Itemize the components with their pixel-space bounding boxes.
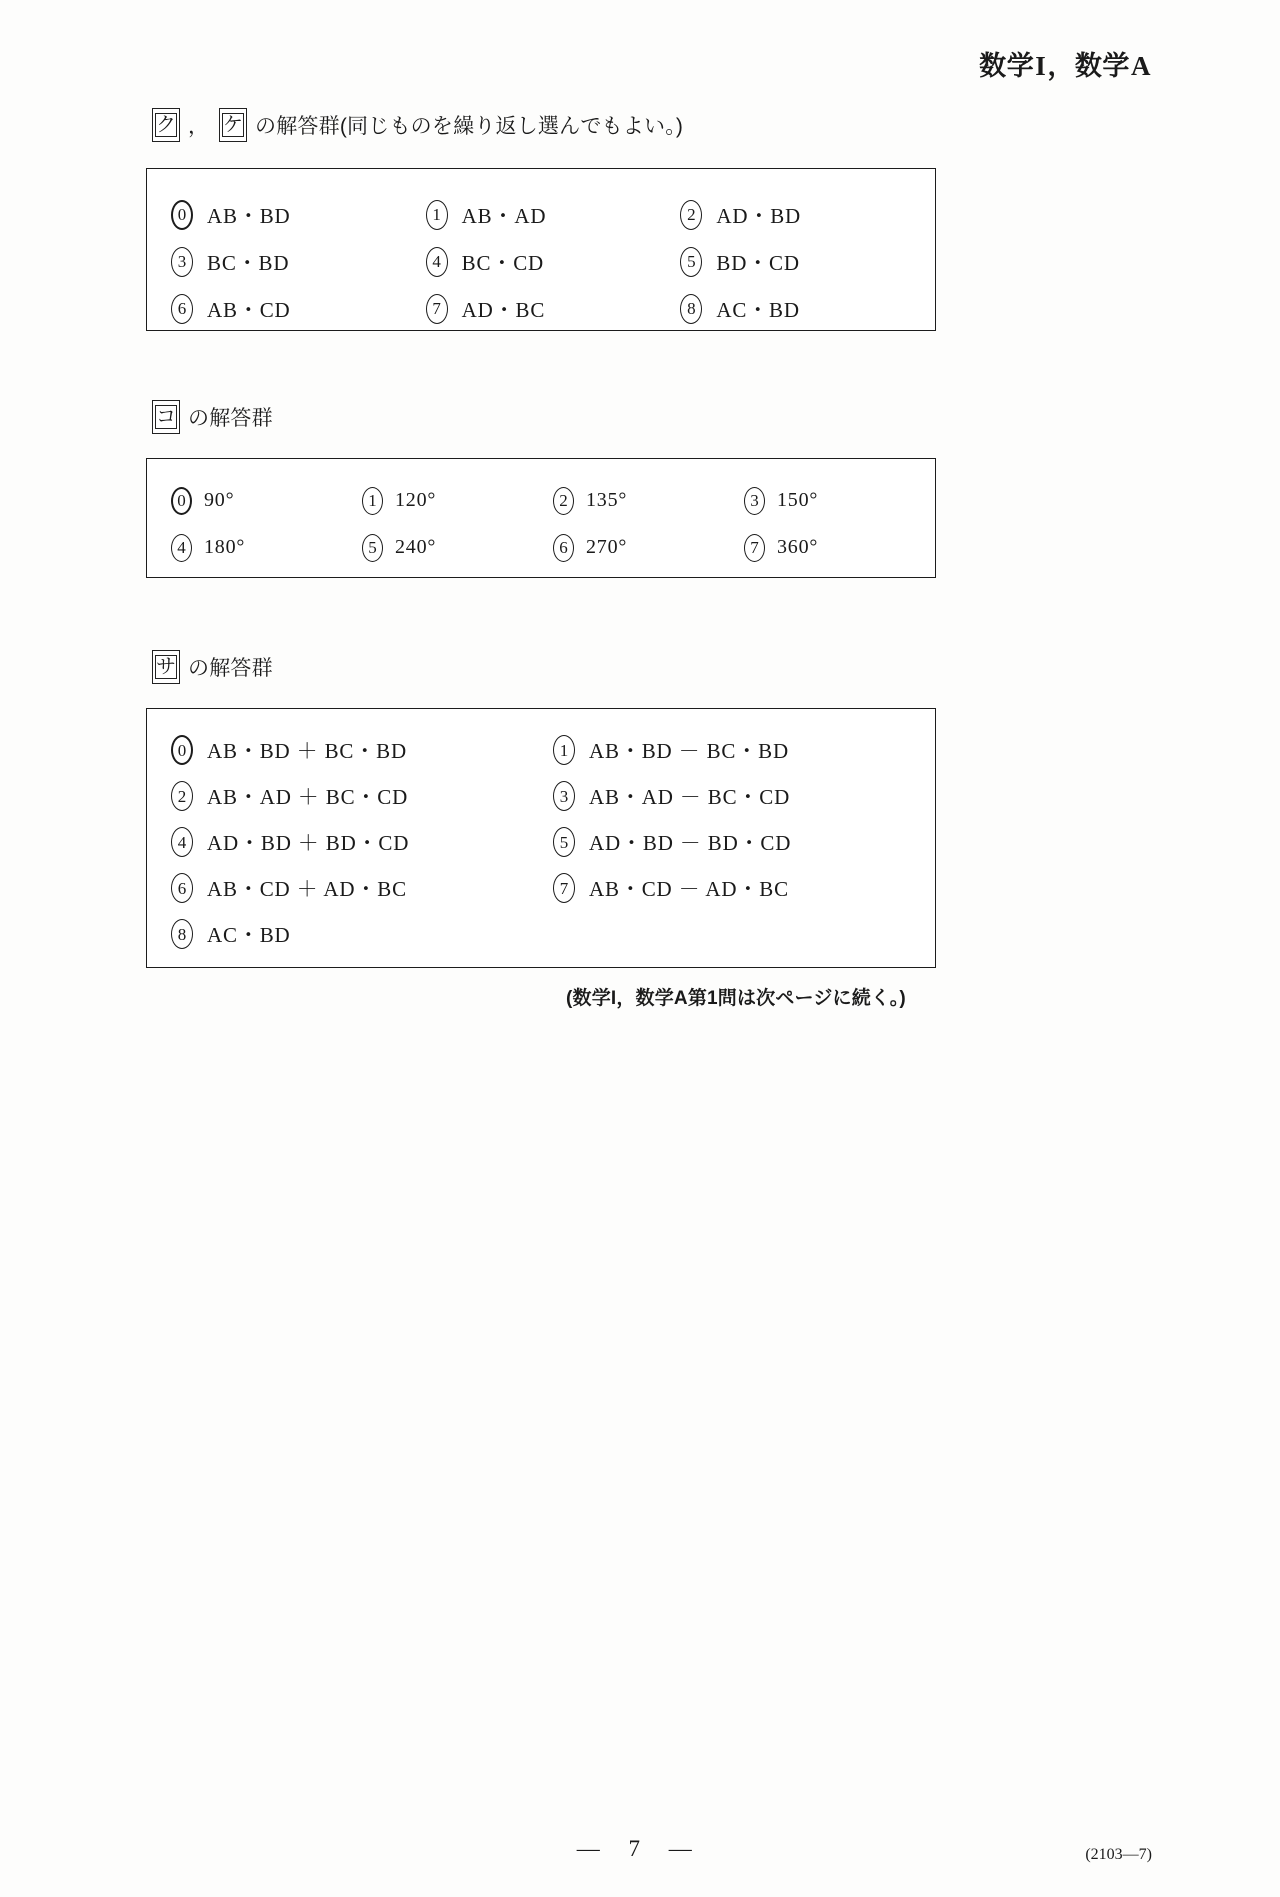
answer-option-4[interactable]: [171, 827, 553, 857]
answer-row: [147, 911, 935, 957]
option-text-5: 240°: [395, 536, 437, 558]
option-text-6: AB・CD: [207, 297, 291, 322]
answer-option-3[interactable]: [171, 247, 426, 277]
answer-option-1[interactable]: [362, 487, 553, 515]
option-marker-2: 2: [171, 781, 193, 811]
option-text-6: 270°: [586, 536, 628, 558]
option-marker-3: 3: [744, 487, 765, 515]
answer-option-4[interactable]: [426, 247, 681, 277]
header-roman-numeral: I: [1035, 51, 1047, 81]
answer-slot-ke-text: ケ: [223, 114, 243, 136]
group-label-ko: [152, 400, 273, 434]
answer-row: [147, 477, 935, 524]
option-text-0: AB・BD ＋ BC・BD: [207, 739, 407, 763]
answer-row: [147, 285, 935, 332]
answer-option-7[interactable]: [744, 534, 935, 562]
group-label-ku-ke: [152, 108, 683, 142]
option-text-4: BC・CD: [461, 250, 545, 275]
option-marker-5: 5: [553, 827, 575, 857]
option-marker-6: 6: [171, 873, 193, 903]
answer-option-6[interactable]: [171, 294, 426, 324]
option-marker-4: 4: [171, 827, 193, 857]
page-number: — 7 —: [576, 1836, 704, 1861]
option-text-2: AB・AD ＋ BC・CD: [207, 785, 409, 809]
option-marker-2: 2: [680, 200, 702, 230]
answer-option-3[interactable]: [744, 487, 935, 515]
label-comma: ，: [188, 115, 209, 138]
option-text-5: BD・CD: [716, 250, 800, 275]
answer-row: [147, 819, 935, 865]
option-marker-1: 1: [426, 200, 448, 230]
answer-option-1[interactable]: [426, 200, 681, 230]
answer-option-4[interactable]: [171, 534, 362, 562]
answer-option-5[interactable]: [680, 247, 935, 277]
answer-choice-box-sa: [146, 708, 936, 968]
answer-option-2[interactable]: [680, 200, 935, 230]
option-marker-5: 5: [680, 247, 702, 277]
answer-row: [147, 524, 935, 571]
answer-option-6[interactable]: [171, 873, 553, 903]
answer-option-8[interactable]: [680, 294, 935, 324]
page-header: [979, 44, 1152, 83]
option-marker-7: 7: [553, 873, 575, 903]
option-marker-8: 8: [680, 294, 702, 324]
continuation-note: (数学I，数学A第1問は次ページに続く。): [566, 988, 906, 1009]
option-marker-3: 3: [171, 247, 193, 277]
answer-option-2[interactable]: [553, 487, 744, 515]
option-marker-3: 3: [553, 781, 575, 811]
option-text-2: AD・BD: [716, 203, 802, 228]
option-marker-4: 4: [171, 534, 192, 562]
option-marker-0: 0: [171, 200, 193, 230]
option-text-2: 135°: [586, 489, 628, 511]
answer-slot-sa: [152, 650, 180, 684]
group-caption-sa: の解答群: [188, 657, 273, 680]
answer-option-2[interactable]: [171, 781, 553, 811]
option-text-8: AC・BD: [207, 923, 291, 947]
answer-option-6[interactable]: [553, 534, 744, 562]
document-code: (2103—7): [1085, 1846, 1152, 1863]
option-marker-8: 8: [171, 919, 193, 949]
option-marker-2: 2: [553, 487, 574, 515]
answer-option-0[interactable]: [171, 735, 553, 765]
answer-row: [147, 865, 935, 911]
group-caption-ko: の解答群: [188, 407, 273, 430]
option-text-3: 150°: [777, 489, 819, 511]
option-text-1: AB・BD － BC・BD: [589, 739, 789, 763]
option-text-5: AD・BD － BD・CD: [589, 831, 792, 855]
header-letter-a: A: [1130, 51, 1151, 81]
answer-slot-ko: [152, 400, 180, 434]
option-text-4: 180°: [204, 536, 246, 558]
answer-option-8[interactable]: [171, 919, 591, 949]
option-marker-1: 1: [362, 487, 383, 515]
option-marker-0: 0: [171, 735, 193, 765]
option-marker-6: 6: [171, 294, 193, 324]
option-text-4: AD・BD ＋ BD・CD: [207, 831, 410, 855]
answer-slot-ku: [152, 108, 180, 142]
option-marker-7: 7: [426, 294, 448, 324]
option-text-0: AB・BD: [207, 203, 291, 228]
option-text-1: AB・AD: [461, 203, 547, 228]
answer-row: [147, 727, 935, 773]
option-text-6: AB・CD ＋ AD・BC: [207, 877, 407, 901]
option-text-1: 120°: [395, 489, 437, 511]
answer-option-3[interactable]: [553, 781, 935, 811]
answer-option-7[interactable]: [426, 294, 681, 324]
answer-slot-ku-text: ク: [156, 114, 176, 136]
answer-slot-ko-text: コ: [156, 406, 176, 428]
answer-slot-sa-text: サ: [156, 656, 176, 678]
answer-option-5[interactable]: [362, 534, 553, 562]
option-text-8: AC・BD: [716, 297, 800, 322]
group-caption-ku-ke: の解答群(同じものを繰り返し選んでもよい。): [255, 115, 684, 138]
option-marker-6: 6: [553, 534, 574, 562]
header-separator: ，: [1047, 51, 1075, 81]
answer-row: [147, 191, 935, 238]
option-text-7: AD・BC: [461, 297, 546, 322]
option-text-0: 90°: [204, 489, 235, 511]
answer-slot-ke: [219, 108, 247, 142]
answer-row: [147, 238, 935, 285]
answer-option-1[interactable]: [553, 735, 935, 765]
answer-option-0[interactable]: [171, 487, 362, 515]
option-text-7: AB・CD － AD・BC: [589, 877, 789, 901]
option-text-3: AB・AD － BC・CD: [589, 785, 791, 809]
option-marker-1: 1: [553, 735, 575, 765]
option-text-7: 360°: [777, 536, 819, 558]
option-text-3: BC・BD: [207, 250, 290, 275]
option-marker-4: 4: [426, 247, 448, 277]
option-marker-5: 5: [362, 534, 383, 562]
answer-row: [147, 773, 935, 819]
answer-choice-box-ku-ke: [146, 168, 936, 331]
answer-option-7[interactable]: [553, 873, 935, 903]
answer-option-0[interactable]: [171, 200, 426, 230]
answer-option-5[interactable]: [553, 827, 935, 857]
header-subject-1: 数学: [979, 51, 1035, 81]
header-subject-2: 数学: [1074, 51, 1130, 81]
group-label-sa: [152, 650, 273, 684]
option-marker-0: 0: [171, 487, 192, 515]
answer-choice-box-ko: [146, 458, 936, 578]
option-marker-7: 7: [744, 534, 765, 562]
